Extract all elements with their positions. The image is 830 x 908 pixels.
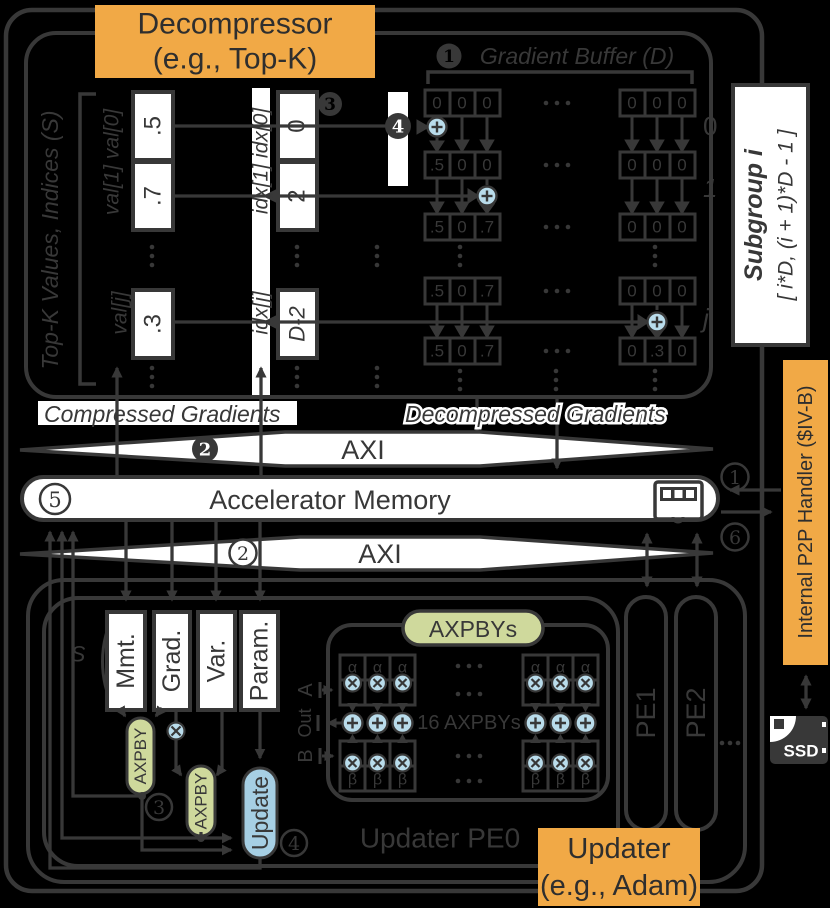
compressed-gradients-label: Compressed Gradients — [44, 401, 281, 427]
val-j-label: val[j] — [108, 291, 132, 335]
ssd-icon — [770, 716, 828, 764]
svg-text:0: 0 — [652, 93, 662, 113]
decompressed-gradients-label: Decompressed Gradients — [405, 401, 666, 427]
axpbys-title: AXPBYs — [428, 616, 518, 642]
idx-header: idx[1] idx[0] — [249, 107, 273, 215]
topk-side-label: Top-K Values, Indices (S) — [37, 110, 63, 370]
svg-text:0: 0 — [677, 93, 687, 113]
svg-text:β: β — [555, 771, 566, 789]
port-out-label: Out — [295, 708, 315, 738]
svg-text:α: α — [397, 659, 408, 677]
updater-title-line1: Updater — [567, 833, 671, 865]
topk-bracket — [80, 94, 96, 384]
val-cell: .5 — [139, 115, 167, 137]
svg-text:.5: .5 — [429, 281, 445, 301]
svg-text:0: 0 — [652, 155, 662, 175]
axi-top-label: AXI — [341, 435, 385, 465]
svg-text:0: 0 — [627, 155, 637, 175]
idx-j-label: idx[j] — [249, 291, 273, 335]
svg-text:0: 0 — [482, 155, 492, 175]
updater-pe0-label: Updater PE0 — [359, 822, 521, 854]
svg-text:0: 0 — [627, 281, 637, 301]
s-label: S — [70, 641, 86, 667]
svg-text:0: 0 — [627, 93, 637, 113]
badge-3b-digit: 3 — [152, 797, 166, 819]
idx-cell: 0 — [283, 119, 311, 133]
svg-text:.7: .7 — [479, 217, 495, 237]
junction-dot — [138, 792, 146, 800]
svg-text:0: 0 — [457, 341, 467, 361]
svg-text:0: 0 — [627, 341, 637, 361]
badge-1-digit: 1 — [443, 47, 455, 67]
port-a-label: A — [295, 683, 317, 697]
svg-text:0: 0 — [677, 281, 687, 301]
svg-text:0: 0 — [457, 155, 467, 175]
svg-text:0: 0 — [677, 341, 687, 361]
svg-text:α: α — [580, 659, 591, 677]
pe1-label: PE1 — [631, 687, 661, 739]
svg-text:0: 0 — [482, 93, 492, 113]
plus-icon — [428, 118, 447, 137]
multiply-row-top — [344, 675, 594, 692]
accelerator-memory-label: Accelerator Memory — [209, 485, 451, 515]
gradient-buffer-title: Gradient Buffer (D) — [479, 43, 675, 69]
decompressor-title-line1: Decompressor — [137, 7, 333, 41]
multiply-icon — [168, 723, 185, 740]
badge-1b-digit: 1 — [728, 467, 742, 489]
axpby2-label: AXPBY — [191, 772, 211, 830]
plus-icon — [648, 313, 667, 332]
svg-text:α: α — [372, 659, 383, 677]
svg-text:0: 0 — [627, 217, 637, 237]
svg-text:α: α — [347, 659, 358, 677]
row-label-0: 0 — [703, 111, 718, 141]
param-label: Param. — [245, 620, 274, 702]
ssd-label: SSD — [783, 741, 819, 761]
svg-text:α: α — [555, 659, 566, 677]
decompressor-container — [26, 33, 711, 397]
val-cell: .3 — [139, 313, 167, 335]
svg-text:.7: .7 — [479, 281, 495, 301]
row-label-j: j — [703, 303, 709, 333]
subgroup-line2: [ i*D, (i + 1)*D - 1 ] — [774, 129, 798, 301]
update-label: Update — [247, 775, 273, 851]
grad-label: Grad. — [158, 629, 186, 693]
svg-text:0: 0 — [432, 93, 442, 113]
svg-text:β: β — [347, 771, 358, 789]
buffer-bracket — [428, 72, 692, 84]
badge-6-digit: 6 — [728, 527, 742, 549]
badge-5-digit: 5 — [48, 488, 62, 512]
svg-text:β: β — [372, 771, 383, 789]
svg-text:β: β — [530, 771, 541, 789]
decompressor-title-line2: (e.g., Top-K) — [152, 42, 318, 76]
axpby1-label: AXPBY — [131, 727, 150, 785]
badge-2b-digit: 2 — [236, 543, 250, 565]
svg-text:.3: .3 — [649, 341, 665, 361]
svg-text:0: 0 — [677, 155, 687, 175]
svg-text:.5: .5 — [429, 217, 445, 237]
svg-text:0: 0 — [677, 217, 687, 237]
axpbys-count: 16 AXPBYs — [417, 712, 521, 734]
p2p-handler-label: Internal P2P Handler ($IV-B) — [795, 385, 817, 639]
svg-text:β: β — [580, 771, 591, 789]
junction-dot — [197, 834, 205, 842]
right-column — [733, 85, 828, 764]
idx-cell: D-2 — [284, 306, 310, 342]
badge-4b-digit: 4 — [287, 833, 301, 855]
svg-text:0: 0 — [457, 281, 467, 301]
pe2-label: PE2 — [681, 687, 711, 739]
svg-text:0: 0 — [652, 281, 662, 301]
badge-2-digit: 2 — [198, 439, 212, 461]
idx-cell: 2 — [283, 189, 311, 203]
row-label-1: 1 — [703, 173, 718, 203]
axi-bottom-label: AXI — [358, 539, 402, 569]
updater-title-line2: (e.g., Adam) — [540, 870, 698, 902]
step4-arrowhead — [418, 122, 427, 132]
subgroup-line1: Subgroup i — [740, 149, 768, 281]
var-label: Var. — [202, 639, 231, 683]
val-cell: .7 — [139, 185, 167, 207]
svg-text:0: 0 — [652, 217, 662, 237]
svg-text:.7: .7 — [479, 341, 495, 361]
svg-text:0: 0 — [457, 93, 467, 113]
val-header: val[1] val[0] — [100, 108, 124, 216]
vdots — [150, 245, 658, 392]
mmt-label: Mmt. — [112, 633, 140, 689]
svg-text:0: 0 — [457, 217, 467, 237]
svg-text:.5: .5 — [429, 341, 445, 361]
plus-icon — [478, 187, 497, 206]
memory-dimm-icon — [655, 482, 702, 522]
badge-4-digit: 4 — [391, 116, 405, 138]
svg-text:β: β — [397, 771, 408, 789]
svg-text:.5: .5 — [429, 155, 445, 175]
svg-text:α: α — [530, 659, 541, 677]
badge-3-digit: 3 — [324, 95, 336, 115]
port-b-label: B — [295, 749, 317, 763]
